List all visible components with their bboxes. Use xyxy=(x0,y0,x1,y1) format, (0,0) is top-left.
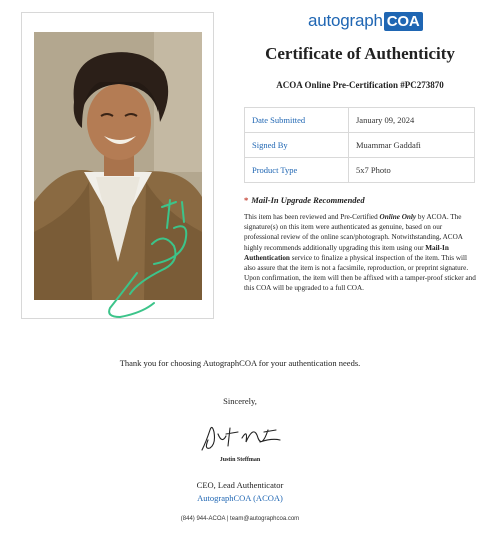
product-type-label: Product Type xyxy=(245,158,349,183)
table-row xyxy=(245,158,475,183)
organization-link[interactable]: AutographCOA (ACOA) xyxy=(197,493,283,503)
contact-info: (844) 944-ACOA | team@autographcoa.com xyxy=(180,516,300,522)
logo-text: autograph xyxy=(308,11,383,30)
date-submitted-value: January 09, 2024 xyxy=(349,108,475,133)
signature-overflow xyxy=(102,253,172,323)
table-row xyxy=(245,133,475,158)
notice-em-mail-in: Mail-In Authentication xyxy=(244,243,449,262)
notice-text-2: by ACOA. The signature(s) on this item were authenticated as genuine, based on our professional review of the online scan/photograph. Notwithstanding, ACOA highly recommends additionally upgrading this item using our xyxy=(244,213,463,252)
signer-name: Justin Steffman xyxy=(219,457,261,463)
notice-text-1: This item has been reviewed and Pre-Certified xyxy=(244,213,380,221)
autographcoa-logo xyxy=(308,11,423,31)
signer-role: CEO, Lead Authenticator xyxy=(196,480,284,490)
handwritten-signature xyxy=(196,420,284,456)
photo-frame xyxy=(21,12,214,319)
notice-paragraph xyxy=(244,212,478,294)
mail-in-heading xyxy=(244,195,365,205)
product-type-value: 5x7 Photo xyxy=(349,158,475,183)
certificate-number: ACOA Online Pre-Certification #PC273870 xyxy=(276,80,444,90)
signed-by-label: Signed By xyxy=(245,133,349,158)
certificate-title: Certificate of Authenticity xyxy=(265,44,455,63)
notice-text-3: service to finalize a physical inspection of the item. This will also assure that the item is not a facsimile, reproduction, or preprint signature. Upon confirmation, the item will then be affixed with a tamper-proof sticker and this COA will be upgraded to a full COA. xyxy=(244,253,476,293)
table-row xyxy=(245,108,475,133)
date-submitted-label: Date Submitted xyxy=(245,108,349,133)
logo-badge: COA xyxy=(384,12,423,31)
required-star-icon: * xyxy=(244,195,249,205)
thank-you-text: Thank you for choosing AutographCOA for your authentication needs. xyxy=(119,358,361,368)
details-table xyxy=(244,107,475,183)
sincerely-text: Sincerely, xyxy=(223,396,257,406)
signed-by-value: Muammar Gaddafi xyxy=(349,133,475,158)
notice-em-online-only: Online Only xyxy=(379,213,417,221)
mail-in-heading-text: Mail-In Upgrade Recommended xyxy=(251,195,365,205)
